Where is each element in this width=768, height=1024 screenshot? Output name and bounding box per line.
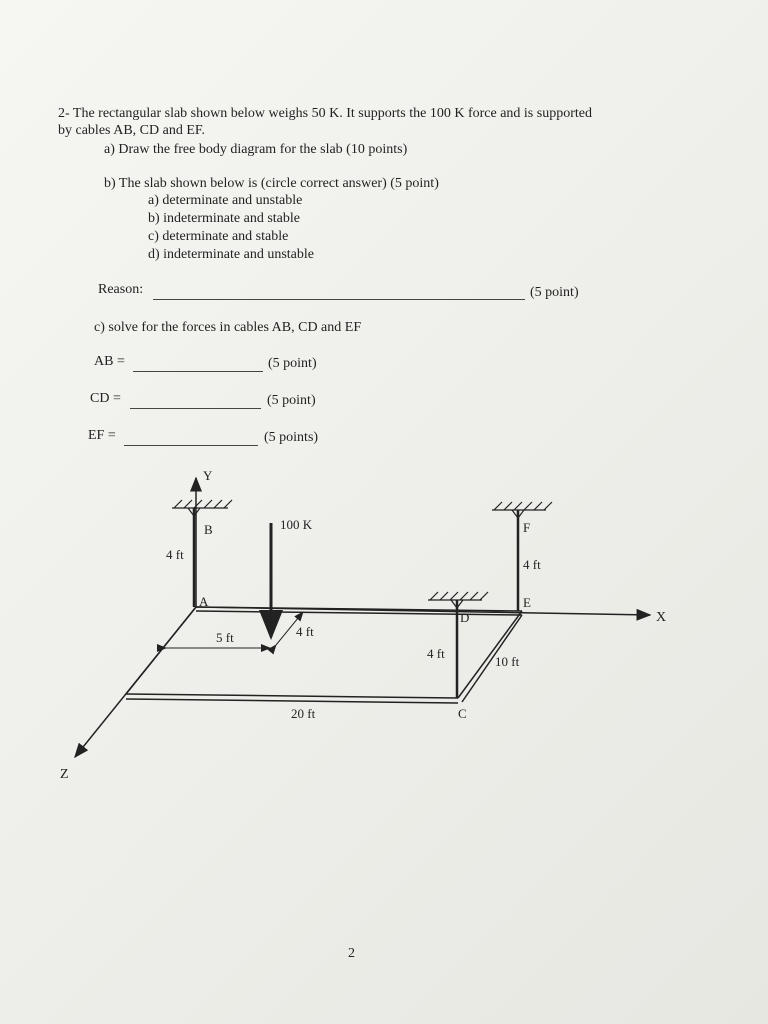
dim-ab: 4 ft: [166, 547, 184, 562]
label-e: E: [523, 595, 531, 610]
part-a-text: a) Draw the free body diagram for the slab (10 points): [104, 142, 408, 157]
x-axis-label: X: [656, 610, 667, 625]
answer-cd-label: CD =: [90, 391, 121, 406]
support-hatch-d: [428, 592, 488, 600]
reason-points: (5 point): [530, 285, 579, 300]
option-b[interactable]: b) indeterminate and stable: [148, 211, 300, 226]
label-b: B: [204, 522, 213, 537]
part-b-text: b) The slab shown below is (circle correct answer) (5 point): [104, 176, 439, 191]
option-d[interactable]: d) indeterminate and unstable: [148, 247, 314, 262]
answer-ab-label: AB =: [94, 354, 125, 369]
z-axis-label: Z: [60, 767, 69, 782]
y-axis-label: Y: [203, 468, 213, 483]
dim-5ft: 5 ft: [216, 630, 234, 645]
reason-label: Reason:: [98, 282, 144, 297]
question-line-1: 2- The rectangular slab shown below weighs 50 K. It supports the 100 K force and is supported: [58, 106, 592, 121]
answer-ab-points: (5 point): [268, 356, 317, 371]
label-f: F: [523, 520, 531, 535]
answer-ef-points: (5 points): [264, 430, 319, 445]
option-a[interactable]: a) determinate and unstable: [148, 193, 303, 208]
support-hatch-f: [492, 502, 552, 510]
dim-4ft-force: 4 ft: [296, 624, 314, 639]
support-hatch-b: [172, 500, 232, 508]
answer-ef-label: EF =: [88, 428, 116, 443]
force-label: 100 K: [280, 517, 313, 532]
dim-20ft: 20 ft: [291, 706, 316, 721]
option-c[interactable]: c) determinate and stable: [148, 229, 289, 244]
answer-cd-points: (5 point): [267, 393, 316, 408]
dim-ef: 4 ft: [523, 557, 541, 572]
label-a: A: [199, 594, 209, 609]
label-d: D: [460, 610, 470, 625]
dim-10ft: 10 ft: [495, 654, 520, 669]
label-c: C: [458, 706, 467, 721]
question-line-2: by cables AB, CD and EF.: [58, 123, 206, 138]
dim-cd: 4 ft: [427, 646, 445, 661]
page-number: 2: [348, 946, 355, 961]
part-c-text: c) solve for the forces in cables AB, CD and EF: [94, 320, 362, 335]
